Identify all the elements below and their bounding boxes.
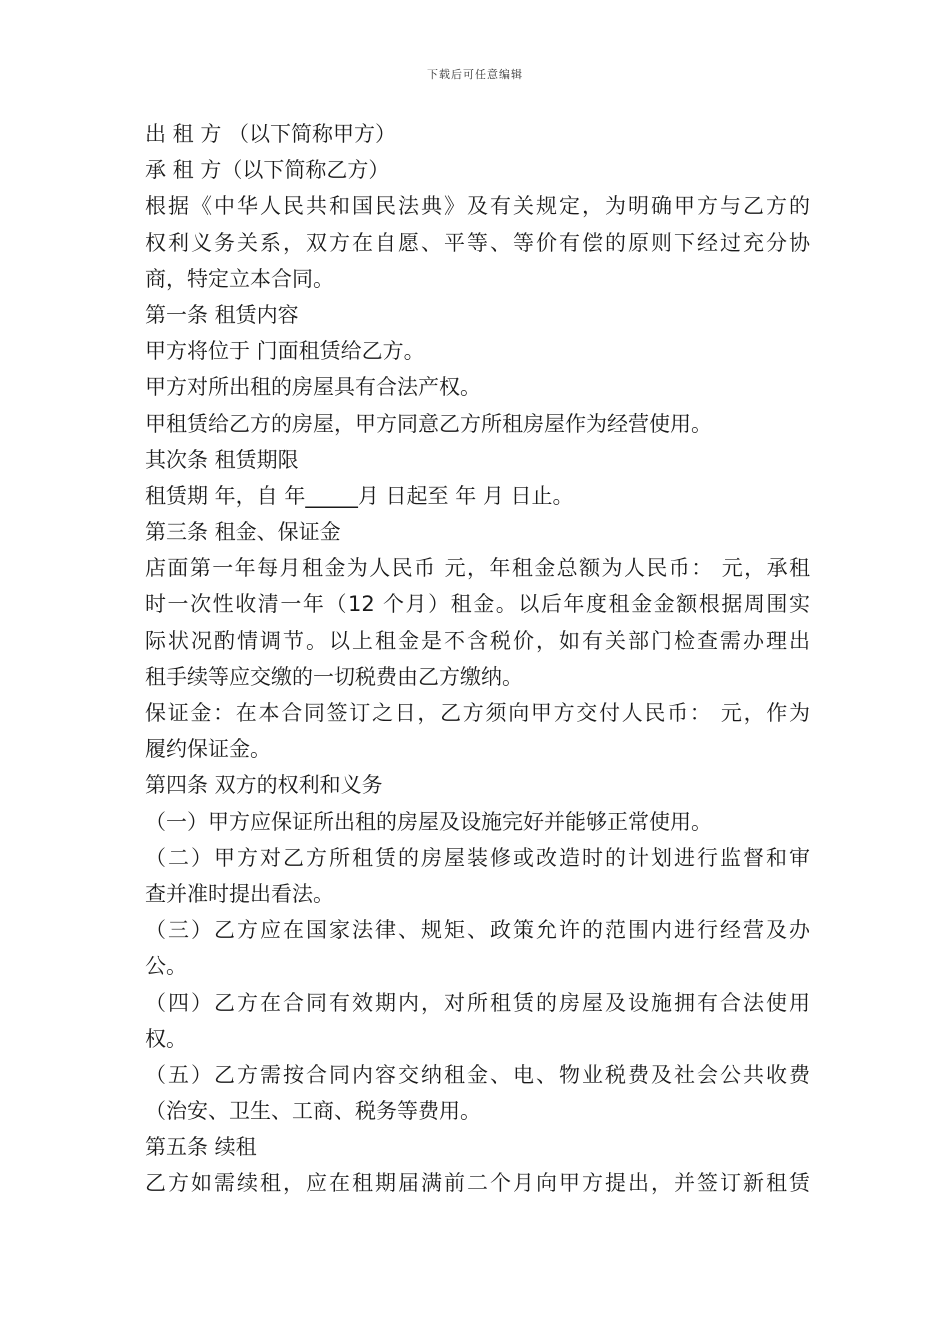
- text-line: （五）乙方需按合同内容交纳租金、电、物业税费及社会公共收费: [145, 1062, 810, 1087]
- text-line: 权利义务关系，双方在自愿、平等、等价有偿的原则下经过充分协: [145, 230, 810, 255]
- text-line: 承 租 方（以下简称乙方）: [145, 158, 390, 183]
- text-line: 商，特定立本合同。: [145, 266, 334, 291]
- text-line: 际状况酌情调节。以上租金是不含税价，如有关部门检查需办理出: [145, 628, 810, 653]
- text-line: 租赁期 年，自 年_____月 日起至 年 月 日止。: [145, 483, 574, 508]
- text-line: 店面第一年每月租金为人民币 元，年租金总额为人民币： 元，承租: [145, 556, 810, 581]
- text-line: 甲方对所出租的房屋具有合法产权。: [145, 375, 481, 400]
- text-line: 其次条 租赁期限: [145, 447, 299, 472]
- text-line: 乙方如需续租，应在租期届满前二个月向甲方提出，并签订新租赁: [145, 1171, 810, 1196]
- text-line: 租手续等应交缴的一切税费由乙方缴纳。: [145, 664, 523, 689]
- page-header: 下载后可任意编辑: [427, 68, 523, 81]
- text-line: 公。: [145, 954, 187, 979]
- text-line: 履约保证金。: [145, 737, 271, 762]
- text-line: 出 租 方 （以下简称甲方）: [145, 122, 397, 146]
- text-line: 查并准时提出看法。: [145, 881, 334, 906]
- text-line: 第五条 续租: [145, 1135, 257, 1160]
- text-line: （一）甲方应保证所出租的房屋及设施完好并能够正常使用。: [145, 809, 712, 834]
- text-line: 权。: [145, 1026, 187, 1051]
- text-line: 第三条 租金、保证金: [145, 520, 341, 545]
- text-line: 甲租赁给乙方的房屋，甲方同意乙方所租房屋作为经营使用。: [145, 411, 712, 436]
- text-line: 第四条 双方的权利和义务: [145, 773, 383, 798]
- text-line: 甲方将位于 门面租赁给乙方。: [145, 339, 425, 364]
- text-line: （二）甲方对乙方所租赁的房屋装修或改造时的计划进行监督和审: [145, 845, 810, 870]
- text-line: 根据《中华人民共和国民法典》及有关规定，为明确甲方与乙方的: [145, 194, 810, 219]
- text-line: （三）乙方应在国家法律、规矩、政策允许的范围内进行经营及办: [145, 918, 810, 943]
- text-line: 第一条 租赁内容: [145, 302, 299, 327]
- text-line: （四）乙方在合同有效期内，对所租赁的房屋及设施拥有合法使用: [145, 990, 810, 1015]
- text-line: （治安、卫生、工商、税务等费用。: [145, 1099, 481, 1124]
- text-line: 时一次性收清一年（12 个月）租金。以后年度租金金额根据周围实: [145, 592, 810, 617]
- text-line: 保证金：在本合同签订之日，乙方须向甲方交付人民币： 元，作为: [145, 701, 810, 725]
- document-body: [145, 116, 810, 1202]
